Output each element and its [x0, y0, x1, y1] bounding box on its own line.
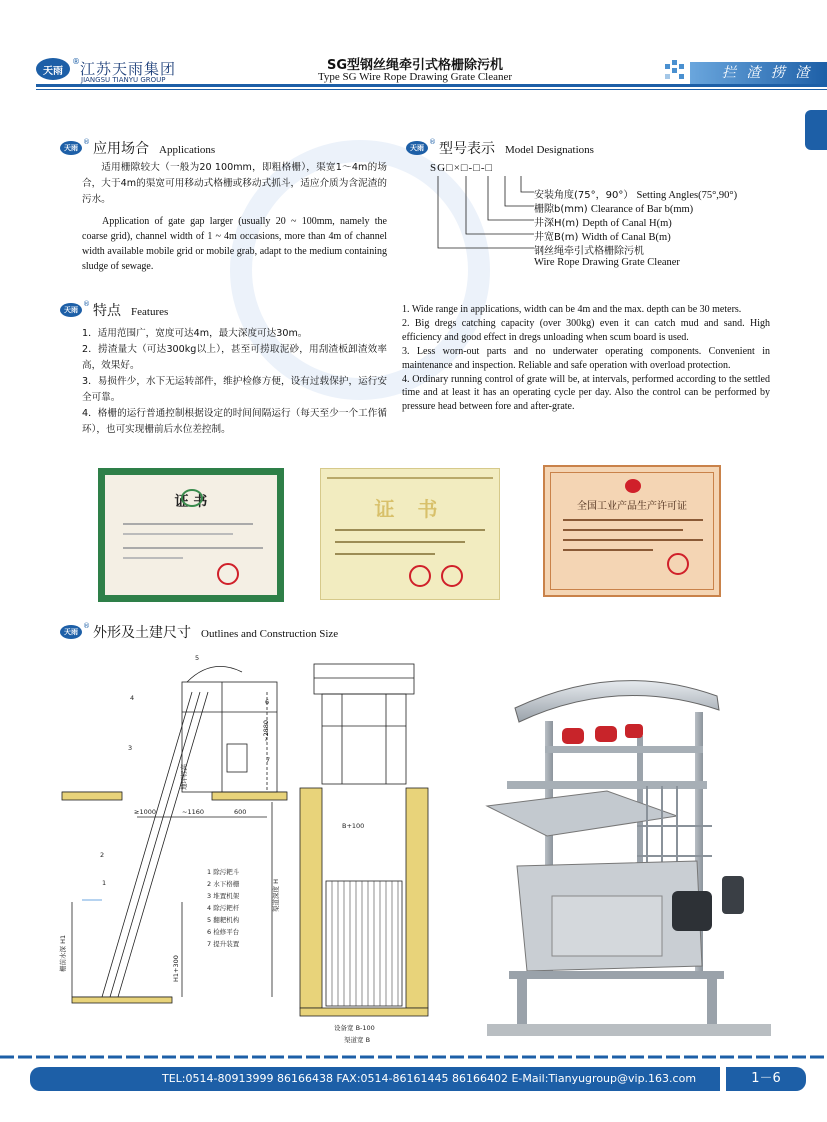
- front-elevation-drawing: [292, 656, 442, 1048]
- certificate-image-3: [543, 465, 721, 597]
- legend-item: 1 除污耙斗: [207, 868, 240, 876]
- applications-body-en: Application of gate gap larger (usually 20 ~ 100mm, namely the coarse grid), channel width of 1 ~ 4m occasions, more than 4m of channel width available mobile grid or mobile grab, adapt to the medium containing sludge of sewage.: [82, 216, 387, 272]
- certificate-seal-icon: [667, 553, 689, 575]
- applications-title-en: Applications: [159, 144, 216, 156]
- callout-number: 7: [266, 756, 271, 764]
- model-label-name-en: Wire Rope Drawing Grate Cleaner: [534, 257, 680, 268]
- feature-item-en: 1. Wide range in applications, width can be 4m and the max. depth can be 30 meters.: [402, 304, 742, 315]
- feature-item-cn: 4．格栅的运行普通控制根据设定的时间间隔运行（每天至少一个工作循环），也可实现栅前后水位差控制。: [82, 408, 387, 435]
- callout-number: 6: [265, 698, 270, 706]
- side-label: H1+300: [172, 955, 180, 982]
- side-elevation-drawing: [59, 652, 292, 1022]
- legend-item: 4 除污耙杆: [207, 904, 240, 912]
- page-header: [0, 0, 827, 100]
- features-title-en: Features: [131, 306, 169, 318]
- dim-label: ≥1000: [134, 808, 156, 816]
- dim-label: ~1160: [182, 808, 204, 816]
- dim-label: 设备宽 B-100: [334, 1024, 375, 1032]
- feature-item-en: 3. Less worn-out parts and no underwater operating components. Convenient in maintenance and inspection. Reliable and safe operation with overload protection.: [402, 345, 770, 371]
- side-label: 渠道深度 H: [272, 879, 280, 912]
- header-rule-thin: [36, 89, 827, 90]
- company-logo: 天雨: [36, 58, 70, 80]
- certificate-title: 证 书: [374, 497, 446, 521]
- section-logo-icon: 天雨: [60, 625, 82, 639]
- legend-item: 3 堆置机架: [207, 892, 240, 900]
- section-logo-icon: 天雨: [406, 141, 428, 155]
- certificate-title: 证 书: [174, 494, 208, 510]
- page-title-en: Type SG Wire Rope Drawing Grate Cleaner: [317, 71, 513, 83]
- model-title-cn: 型号表示: [439, 141, 495, 157]
- section-logo-icon: 天雨: [60, 141, 82, 155]
- outlines-title-en: Outlines and Construction Size: [201, 628, 339, 640]
- features-title-cn: 特点: [93, 303, 121, 319]
- legend-item: 6 检修平台: [207, 928, 240, 936]
- registered-mark: ®: [83, 138, 90, 146]
- certificate-image-2: [320, 468, 500, 600]
- national-emblem-icon: [625, 479, 641, 493]
- callout-number: 4: [130, 694, 135, 702]
- feature-item-cn: 2．捞渣量大（可达300kg以上），甚至可捞取泥砂，用刮渣板卸渣效率高，效果好。: [82, 344, 387, 371]
- dim-label: 600: [234, 808, 247, 816]
- product-photo: [487, 666, 771, 1036]
- features-heading: [60, 300, 168, 320]
- category-tag: 拦 渣 捞 渣: [690, 62, 827, 84]
- footer-dash-rule: [0, 1054, 827, 1060]
- model-label-clearance: 栅隙b(mm) Clearance of Bar b(mm): [534, 204, 694, 215]
- feature-item-cn: 3．易损件少，水下无运转部件，维护检修方便，设有过载保护，运行安全可靠。: [82, 376, 387, 403]
- side-tab: [805, 110, 827, 150]
- side-label: 地坪标高: [180, 764, 188, 790]
- feature-item-en: 2. Big dregs catching capacity (over 300kg) even it can catch mud and sand. High efficiency and good effect in dregs unloading when scum board is used.: [402, 317, 770, 343]
- registered-mark: ®: [83, 300, 90, 308]
- certificate-emblem-icon: [181, 489, 203, 507]
- certificate-seal-icon: [409, 565, 431, 587]
- features-list-en: [402, 303, 770, 414]
- feature-item-cn: 1．适用范围广，宽度可达4m，最大深度可达30m。: [82, 328, 308, 339]
- page-title-cn: SG型钢丝绳牵引式格栅除污机: [326, 58, 504, 73]
- applications-heading: [60, 138, 215, 158]
- legend-item: 7 提升装置: [207, 940, 240, 948]
- dim-label: B+100: [342, 822, 365, 830]
- model-designation-diagram: [430, 162, 810, 282]
- legend-item: 2 水下格栅: [207, 880, 240, 888]
- parts-legend: [207, 867, 240, 948]
- feature-item-en: 4. Ordinary running control of grate will be, at intervals, performed according to the settled time and at least it has an operating cycle per day. Also the control can be performed by pressure head between fore and after-grate.: [402, 373, 770, 413]
- registered-mark: ®: [83, 622, 90, 630]
- company-name-cn: 江苏天雨集团: [80, 60, 177, 78]
- header-rule: [36, 84, 827, 87]
- callout-number: 3: [128, 744, 133, 752]
- model-title-en: Model Designations: [505, 144, 594, 156]
- callout-number: 5: [195, 654, 200, 662]
- certificate-seal-icon: [217, 563, 239, 585]
- callout-number: 1: [102, 879, 107, 887]
- company-name-en: JIANGSU TIANYU GROUP: [81, 76, 166, 84]
- model-label-angle: 安装角度(75°，90°） Setting Angles(75°,90°): [534, 190, 738, 201]
- side-label: 栅前水深 H1: [59, 934, 67, 972]
- model-code: SG□×□-□-□: [430, 162, 494, 174]
- applications-title-cn: 应用场合: [93, 141, 149, 157]
- model-label-name-cn: 钢丝绳牵引式格栅除污机: [534, 246, 644, 257]
- registered-mark: ®: [429, 138, 436, 146]
- certificate-image-1: [98, 468, 284, 602]
- model-label-width: 井宽B(m) Width of Canal B(m): [534, 232, 671, 243]
- page-number: 1－6: [726, 1067, 806, 1091]
- legend-item: 5 翻耙机构: [207, 916, 240, 924]
- applications-body-cn: 适用栅隙较大（一般为20 100mm，即粗格栅），渠宽1～4m的场合，大于4m的渠宽可用移动式格栅或移动式抓斗，适应介质为含泥渣的污水。: [82, 162, 387, 205]
- outlines-title-cn: 外形及土建尺寸: [93, 625, 191, 641]
- model-label-depth: 井深H(m) Depth of Canal H(m): [534, 218, 672, 229]
- dim-label: 渠道宽 B: [344, 1036, 371, 1044]
- callout-number: 2: [100, 851, 105, 859]
- certificate-title: 全国工业产品生产许可证: [577, 501, 687, 512]
- certificate-seal-icon: [441, 565, 463, 587]
- section-logo-icon: 天雨: [60, 303, 82, 317]
- outlines-heading: [60, 622, 338, 642]
- footer-contact: TEL:0514-80913999 86166438 FAX:0514-86161445 86166402 E-Mail:Tianyugroup@vip.163.com: [30, 1067, 720, 1091]
- model-leader-lines: [430, 162, 540, 272]
- features-list-cn: [82, 326, 387, 438]
- dim-label: ~2880: [262, 720, 270, 742]
- registered-mark: ®: [72, 57, 80, 66]
- model-heading: [406, 138, 594, 158]
